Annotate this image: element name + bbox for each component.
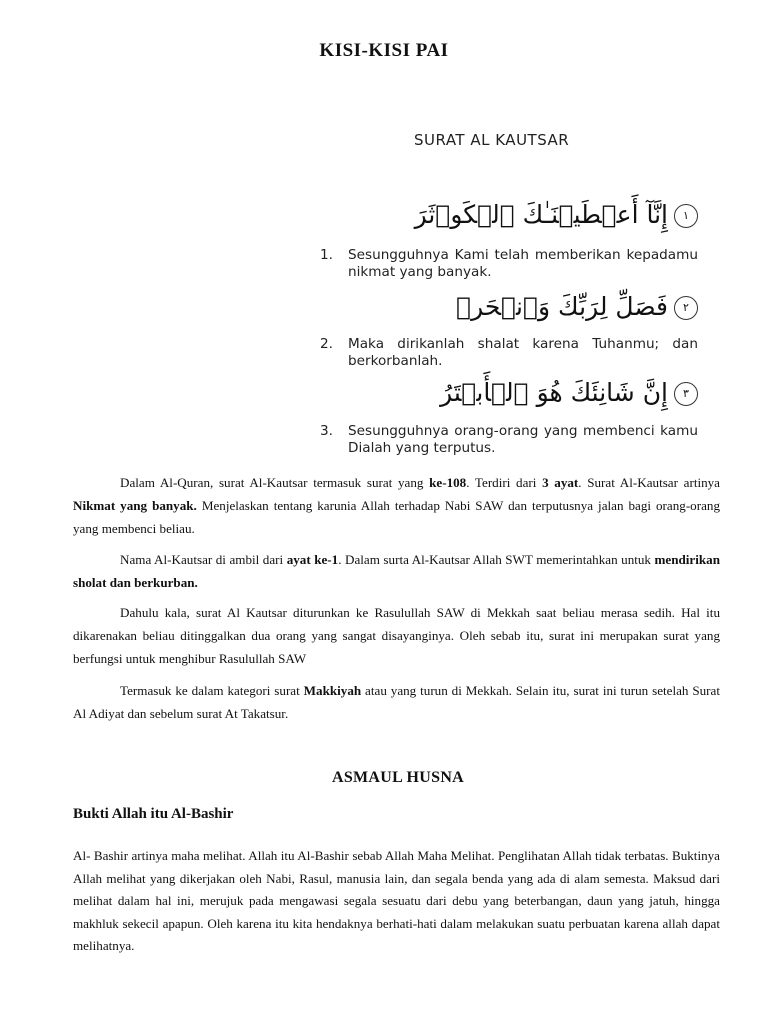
- ayah-mark-3: ٣: [674, 382, 698, 406]
- verse-2: [320, 336, 698, 370]
- surah-image: [310, 120, 710, 460]
- arabic-text-2: فَصَلِّ لِرَبِّكَ وَٱنۡحَرۡ: [456, 292, 668, 321]
- paragraph-2: [73, 548, 720, 594]
- verse-3: [320, 423, 698, 457]
- section-body: Al- Bashir artinya maha melihat. Allah itu Al-Bashir sebab Allah Maha Melihat. Penglihatan Allah tidak terbatas. Buktinya Allah melihat yang dikerjakan oleh Nabi, Rasul, manusia lain, dan segala benda yang ada di alam semesta. Maksud dari melihat dalam hal ini, merujuk pada mengawasi segala sesuatu dari debu yang beterbangan, daun yang jatuh, hingga makhluk sekecil apapun. Oleh karena itu kita hendaknya berhati-hati dalam melakukan suatu perbuatan karena allah dapat melihatnya.: [73, 848, 720, 953]
- ayah-mark-2: ٢: [674, 296, 698, 320]
- verse-1: [320, 247, 698, 281]
- text-span: . Surat Al-Kautsar artinya: [578, 475, 720, 490]
- section-subheading: Bukti Allah itu Al-Bashir: [73, 806, 234, 822]
- bold-text: Nikmat yang banyak.: [73, 498, 197, 513]
- text-span: atau yang turun di Mekkah. Selain itu, surat ini turun setelah Surat Al Adiyat dan sebelum surat At Takatsur.: [73, 683, 720, 721]
- paragraph-3: Dahulu kala, surat Al Kautsar diturunkan ke Rasulullah SAW di Mekkah saat beliau merasa sedih. Hal itu dikarenakan beliau ditinggalkan dua orang yang sangat disayanginya. Oleh sebab itu, surat ini merupakan surat yang berfungsi untuk menghibur Rasulullah SAW: [73, 605, 720, 666]
- text-span: . Terdiri dari: [466, 475, 543, 490]
- bold-text: Makkiyah: [303, 683, 362, 698]
- bold-text: ayat ke-1: [286, 552, 339, 567]
- document-title: KISI-KISI PAI: [319, 40, 449, 61]
- verse-number: 3.: [320, 423, 333, 439]
- verse-translation: Maka dirikanlah shalat karena Tuhanmu; dan berkorbanlah.: [348, 336, 698, 369]
- section-heading: ASMAUL HUSNA: [331, 769, 465, 786]
- paragraph-1: [73, 471, 720, 540]
- verse-number: 2.: [320, 336, 333, 352]
- text-span: . Dalam surta Al-Kautsar Allah SWT memerintahkan untuk: [338, 552, 655, 567]
- ayah-mark-1: ١: [674, 204, 698, 228]
- arabic-verse-1: [415, 200, 698, 229]
- text-span: Dalam Al-Quran, surat Al-Kautsar termasuk surat yang: [120, 475, 430, 490]
- bold-text: mendirikan sholat dan berkurban.: [73, 552, 720, 590]
- text-span: Menjelaskan tentang karunia Allah terhadap Nabi SAW dan terputusnya jalan bagi orang-orang yang membenci beliau.: [73, 498, 720, 536]
- verse-number: 1.: [320, 247, 333, 263]
- bold-text: 3 ayat: [542, 475, 579, 490]
- arabic-verse-2: [456, 292, 698, 321]
- verse-translation: Sesungguhnya Kami telah memberikan kepadamu nikmat yang banyak.: [348, 247, 698, 280]
- paragraph-4: [73, 679, 720, 725]
- arabic-text-3: إِنَّ شَانِئَكَ هُوَ ٱلۡأَبۡتَرُ: [440, 378, 668, 407]
- text-span: Nama Al-Kautsar di ambil dari: [120, 552, 287, 567]
- bold-text: ke-108: [429, 475, 467, 490]
- arabic-verse-3: [440, 378, 698, 407]
- text-span: Termasuk ke dalam kategori surat: [120, 683, 304, 698]
- arabic-text-1: إِنَّآ أَعۡطَيۡنَـٰكَ ٱلۡكَوۡثَرَ: [414, 200, 668, 229]
- verse-translation: Sesungguhnya orang-orang yang membenci kamu Dialah yang terputus.: [348, 423, 698, 456]
- surah-title: SURAT AL KAUTSAR: [414, 131, 570, 149]
